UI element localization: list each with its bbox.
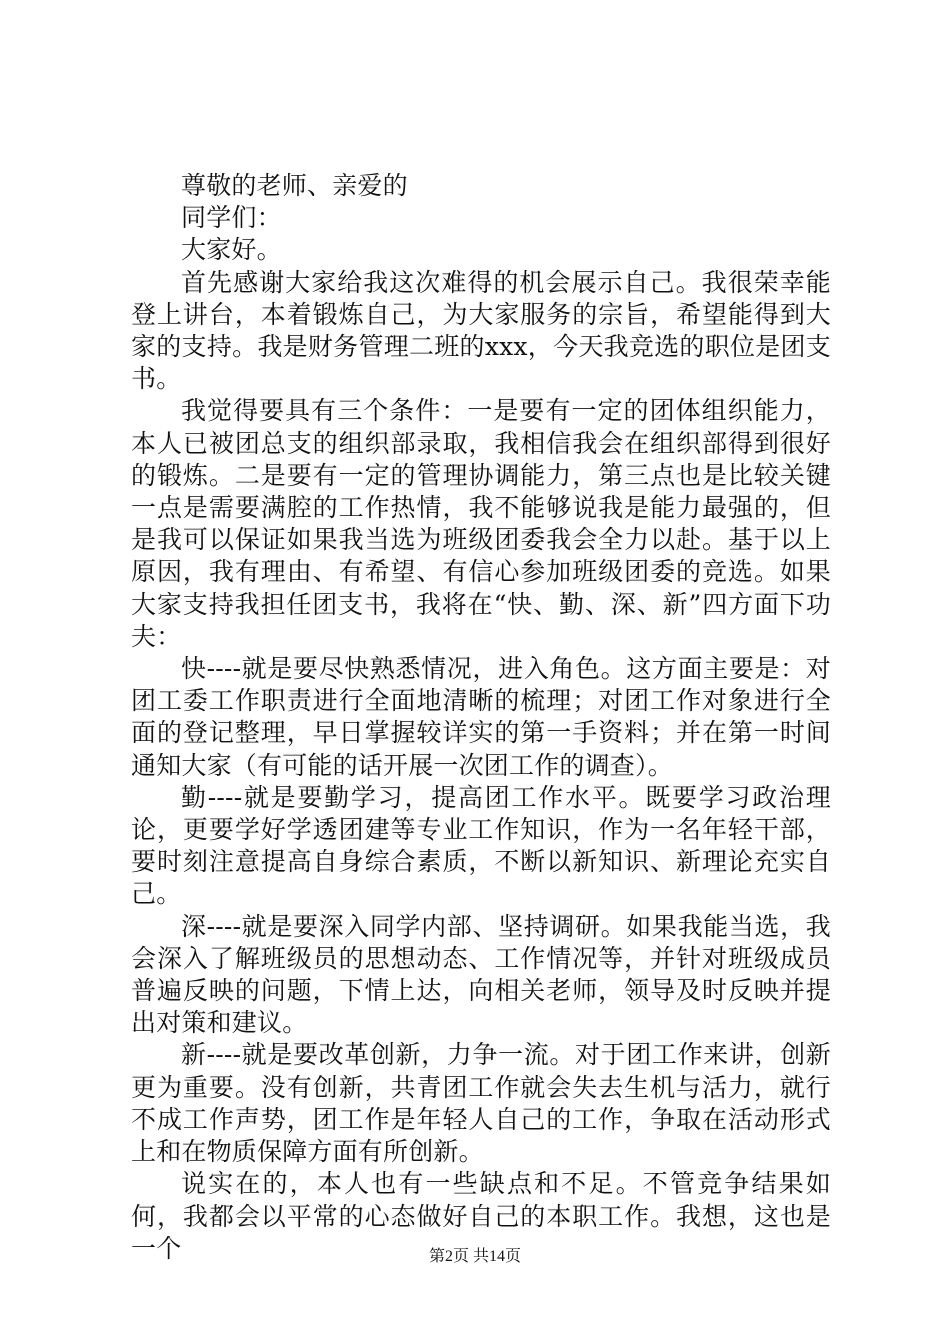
paragraph-kuai: 快----就是要尽快熟悉情况，进入角色。这方面主要是：对团工委工作职责进行全面地清晰的梳理；对团工作对象进行全面的登记整理，早日掌握较详实的第一手资料；并在第一时间通知大家（有可能的话开展一次团工作的调查）。 bbox=[131, 654, 831, 780]
paragraph-shen: 深----就是要深入同学内部、坚持调研。如果我能当选，我会深入了解班级员的思想动态、工作情况等，并针对班级成员普遍反映的问题，下情上达，向相关老师，领导及时反映并提出对策和建议。 bbox=[131, 911, 831, 1038]
paragraph-conditions: 我觉得要具有三个条件：一是要有一定的团体组织能力，本人已被团总支的组织部录取，我相信我会在组织部得到很好的锻炼。二是要有一定的管理协调能力，第三点也是比较关键一点是需要满腔的工作热情，我不能够说我是能力最强的，但是我可以保证如果我当选为班级团委我会全力以赴。基于以上原因，我有理由、有希望、有信心参加班级团委的竞选。如果大家支持我担任团支书，我将在“快、勤、深、新”四方面下功夫： bbox=[131, 396, 831, 651]
paragraph-xin: 新----就是要改革创新，力争一流。对于团工作来讲，创新更为重要。没有创新，共青团工作就会失去生机与活力，就行不成工作声势，团工作是年轻人自己的工作，争取在活动形式上和在物质保障方面有所创新。 bbox=[131, 1040, 831, 1167]
greeting: 大家好。 bbox=[181, 235, 282, 265]
paragraph-qin: 勤----就是要勤学习，提高团工作水平。既要学习政治理论，更要学好学透团建等专业工作知识，作为一名年轻干部，要时刻注意提高自身综合素质，不断以新知识、新理论充实自己。 bbox=[131, 782, 831, 909]
page-number-footer: 第2页 共14页 bbox=[428, 1248, 521, 1265]
salutation-line-2: 同学们： bbox=[181, 203, 282, 233]
paragraph-intro: 首先感谢大家给我这次难得的机会展示自己。我很荣幸能登上讲台，本着锻炼自己，为大家服务的宗旨，希望能得到大家的支持。我是财务管理二班的xxx，今天我竞选的职位是团支书。 bbox=[131, 267, 831, 394]
document-body bbox=[131, 170, 831, 1265]
paragraph-closing: 说实在的，本人也有一些缺点和不足。不管竞争结果如何，我都会以平常的心态做好自己的本职工作。我想，这也是一个 bbox=[131, 1169, 831, 1263]
salutation-line-1: 尊敬的老师、亲爱的 bbox=[181, 171, 408, 200]
